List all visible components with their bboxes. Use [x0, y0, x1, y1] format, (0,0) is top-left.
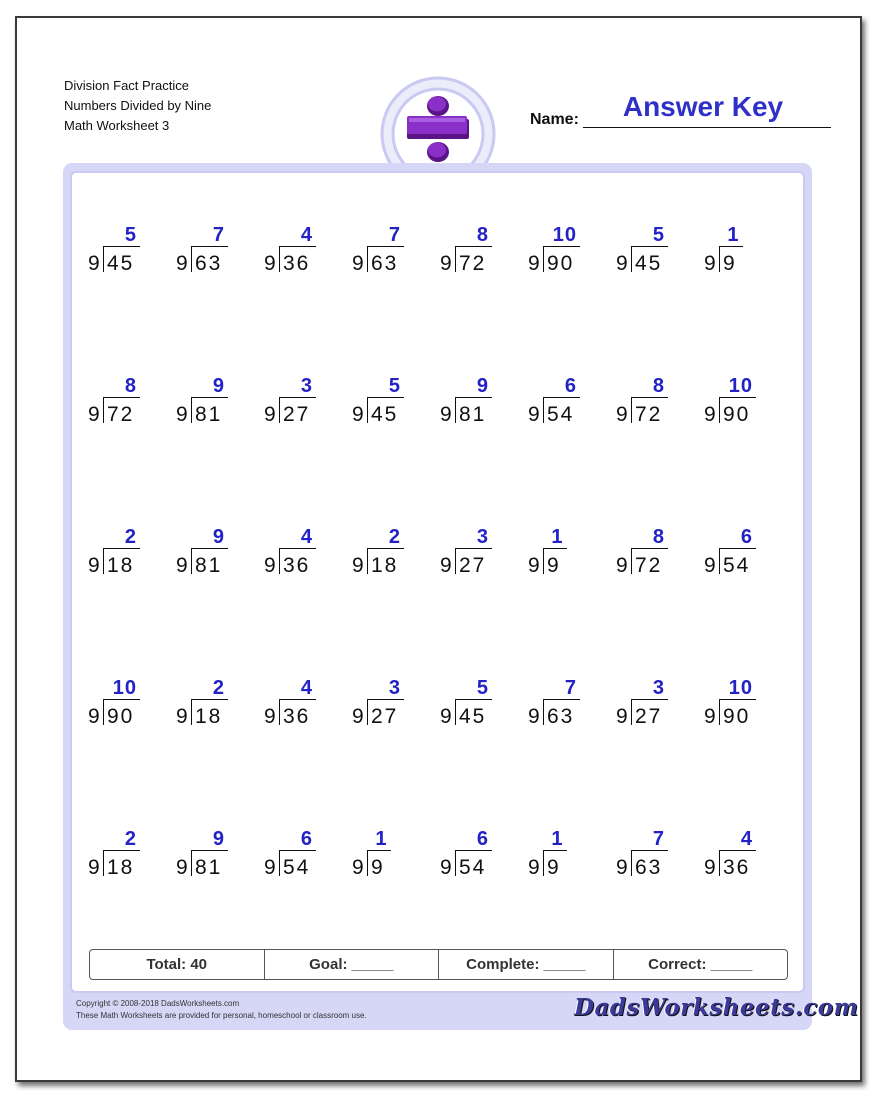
division-bracket [455, 548, 456, 574]
division-bracket [103, 548, 104, 574]
dividend: 27 [635, 705, 663, 728]
quotient-answer: 1 [727, 224, 740, 246]
divisor: 9 [88, 252, 101, 275]
divisor: 9 [264, 554, 277, 577]
quotient-answer: 1 [551, 828, 564, 850]
dividend: 72 [107, 403, 135, 426]
division-problem [440, 224, 520, 284]
division-problem [528, 526, 608, 586]
dividend: 54 [459, 856, 487, 879]
division-bar [543, 850, 567, 851]
division-bar [279, 397, 316, 398]
division-bar [455, 850, 492, 851]
division-bracket [719, 850, 720, 876]
divisor: 9 [264, 856, 277, 879]
division-bracket [103, 699, 104, 725]
dividend: 72 [635, 554, 663, 577]
quotient-answer: 2 [212, 677, 225, 699]
header-line-worksheet-number: Math Worksheet 3 [64, 118, 170, 133]
division-bracket [191, 699, 192, 725]
quotient-answer: 5 [476, 677, 489, 699]
score-table [89, 949, 788, 980]
dividend: 27 [371, 705, 399, 728]
division-bracket [719, 699, 720, 725]
quotient-answer: 8 [652, 526, 665, 548]
division-bar [191, 850, 228, 851]
division-problem [176, 526, 256, 586]
division-bar [279, 548, 316, 549]
dividend: 90 [723, 403, 751, 426]
dividend: 45 [371, 403, 399, 426]
dividend: 90 [107, 705, 135, 728]
problem-frame [63, 163, 812, 1030]
quotient-answer: 3 [652, 677, 665, 699]
dividend: 81 [195, 554, 223, 577]
quotient-answer: 6 [740, 526, 753, 548]
quotient-answer: 6 [300, 828, 313, 850]
quotient-answer: 7 [388, 224, 401, 246]
quotient-answer: 1 [551, 526, 564, 548]
division-problem [616, 526, 696, 586]
division-bracket [279, 397, 280, 423]
division-problem [528, 828, 608, 888]
divisor: 9 [352, 252, 365, 275]
divisor: 9 [704, 856, 717, 879]
division-problem [176, 224, 256, 284]
dividend: 72 [635, 403, 663, 426]
brand-logo: DadsWorksheets.com [574, 994, 859, 1021]
divisor: 9 [704, 554, 717, 577]
quotient-answer: 8 [476, 224, 489, 246]
quotient-answer: 2 [388, 526, 401, 548]
division-bar [367, 548, 404, 549]
division-problem [704, 375, 784, 435]
dividend: 54 [283, 856, 311, 879]
division-bracket [631, 246, 632, 272]
divisor: 9 [88, 856, 101, 879]
divisor: 9 [88, 554, 101, 577]
division-bracket [279, 699, 280, 725]
division-problem [176, 677, 256, 737]
division-bracket [631, 397, 632, 423]
divisor: 9 [616, 554, 629, 577]
division-problem [616, 677, 696, 737]
division-problem [528, 375, 608, 435]
division-bracket [719, 246, 720, 272]
division-bar [455, 397, 492, 398]
division-problem [352, 375, 432, 435]
quotient-answer: 4 [740, 828, 753, 850]
division-problem [176, 828, 256, 888]
quotient-answer: 9 [476, 375, 489, 397]
division-bracket [543, 246, 544, 272]
divisor: 9 [704, 705, 717, 728]
copyright-text: Copyright © 2008-2018 DadsWorksheets.com [76, 999, 240, 1008]
division-bracket [191, 548, 192, 574]
division-problem [440, 828, 520, 888]
division-bracket [367, 397, 368, 423]
divisor: 9 [704, 252, 717, 275]
divisor: 9 [440, 856, 453, 879]
division-bracket [543, 548, 544, 574]
divisor: 9 [176, 856, 189, 879]
division-problem [264, 224, 344, 284]
division-problem [440, 526, 520, 586]
dividend: 63 [635, 856, 663, 879]
dividend: 45 [107, 252, 135, 275]
division-bracket [543, 699, 544, 725]
quotient-answer: 10 [552, 224, 577, 246]
division-bracket [631, 850, 632, 876]
division-bar [631, 397, 668, 398]
division-bar [367, 850, 391, 851]
division-bar [543, 699, 580, 700]
quotient-answer: 5 [652, 224, 665, 246]
division-bracket [103, 397, 104, 423]
division-bar [631, 699, 668, 700]
division-bar [631, 850, 668, 851]
division-bar [103, 699, 140, 700]
quotient-answer: 6 [476, 828, 489, 850]
quotient-answer: 4 [300, 677, 313, 699]
division-problem [88, 677, 168, 737]
name-line [583, 127, 831, 128]
divisor: 9 [528, 554, 541, 577]
dividend: 63 [371, 252, 399, 275]
division-problem [88, 375, 168, 435]
divisor: 9 [440, 403, 453, 426]
quotient-answer: 8 [124, 375, 137, 397]
divisor: 9 [616, 705, 629, 728]
score-goal: Goal: _____ [265, 950, 440, 979]
quotient-answer: 2 [124, 828, 137, 850]
dividend: 18 [107, 554, 135, 577]
division-bar [455, 699, 492, 700]
score-total: Total: 40 [90, 950, 265, 979]
dividend: 54 [723, 554, 751, 577]
dividend: 90 [723, 705, 751, 728]
dividend: 18 [195, 705, 223, 728]
divisor: 9 [616, 403, 629, 426]
division-bracket [103, 850, 104, 876]
dividend: 36 [283, 554, 311, 577]
divisor: 9 [704, 403, 717, 426]
division-bracket [719, 548, 720, 574]
dividend: 72 [459, 252, 487, 275]
dividend: 18 [107, 856, 135, 879]
division-bar [279, 850, 316, 851]
dividend: 9 [547, 856, 561, 879]
dividend: 9 [371, 856, 385, 879]
divisor: 9 [264, 403, 277, 426]
division-problem [704, 677, 784, 737]
divisor: 9 [440, 252, 453, 275]
division-bracket [719, 397, 720, 423]
division-bar [103, 397, 140, 398]
division-bracket [455, 699, 456, 725]
divisor: 9 [528, 705, 541, 728]
division-bar [191, 548, 228, 549]
division-bar [191, 397, 228, 398]
usage-notice: These Math Worksheets are provided for personal, homeschool or classroom use. [76, 1011, 367, 1020]
division-problem [264, 526, 344, 586]
quotient-answer: 9 [212, 828, 225, 850]
division-bracket [279, 850, 280, 876]
quotient-answer: 8 [652, 375, 665, 397]
dividend: 63 [195, 252, 223, 275]
division-bar [455, 548, 492, 549]
division-problem [528, 677, 608, 737]
dividend: 45 [459, 705, 487, 728]
division-problem [352, 677, 432, 737]
quotient-answer: 2 [124, 526, 137, 548]
division-problem [264, 677, 344, 737]
quotient-answer: 6 [564, 375, 577, 397]
division-bar [367, 397, 404, 398]
dividend: 9 [547, 554, 561, 577]
division-problem [440, 677, 520, 737]
division-problem [176, 375, 256, 435]
quotient-answer: 4 [300, 526, 313, 548]
score-complete: Complete: _____ [439, 950, 614, 979]
division-bracket [367, 699, 368, 725]
quotient-answer: 7 [652, 828, 665, 850]
division-bracket [543, 397, 544, 423]
dividend: 36 [283, 705, 311, 728]
divisor: 9 [176, 252, 189, 275]
divisor: 9 [440, 705, 453, 728]
name-label: Name: [530, 111, 579, 128]
division-bar [367, 699, 404, 700]
quotient-answer: 10 [728, 375, 753, 397]
division-problem [440, 375, 520, 435]
divisor: 9 [616, 252, 629, 275]
division-bar [103, 246, 140, 247]
dividend: 9 [723, 252, 737, 275]
dividend: 63 [547, 705, 575, 728]
quotient-answer: 7 [212, 224, 225, 246]
division-bar [719, 850, 756, 851]
quotient-answer: 9 [212, 375, 225, 397]
divisor: 9 [352, 403, 365, 426]
division-bar [191, 246, 228, 247]
divisor: 9 [352, 705, 365, 728]
division-bracket [543, 850, 544, 876]
divisor: 9 [176, 705, 189, 728]
dividend: 54 [547, 403, 575, 426]
division-bar [719, 397, 756, 398]
division-bracket [631, 548, 632, 574]
division-bar [631, 246, 668, 247]
division-bar [543, 246, 580, 247]
divisor: 9 [352, 856, 365, 879]
dividend: 18 [371, 554, 399, 577]
dividend: 45 [635, 252, 663, 275]
divisor: 9 [264, 252, 277, 275]
division-problem [528, 224, 608, 284]
dividend: 90 [547, 252, 575, 275]
divisor: 9 [528, 252, 541, 275]
score-correct: Correct: _____ [648, 956, 753, 973]
quotient-answer: 3 [388, 677, 401, 699]
division-bar [103, 548, 140, 549]
division-bracket [191, 246, 192, 272]
divisor: 9 [176, 403, 189, 426]
division-problem [616, 224, 696, 284]
division-bracket [631, 699, 632, 725]
division-bracket [455, 850, 456, 876]
division-bar [279, 246, 316, 247]
footer-copyright [76, 998, 367, 1022]
dividend: 81 [195, 856, 223, 879]
division-problem [352, 828, 432, 888]
divisor: 9 [176, 554, 189, 577]
quotient-answer: 9 [212, 526, 225, 548]
division-bar [103, 850, 140, 851]
dividend: 27 [459, 554, 487, 577]
division-bracket [279, 548, 280, 574]
divisor: 9 [264, 705, 277, 728]
divisor: 9 [440, 554, 453, 577]
division-problem [88, 828, 168, 888]
division-bracket [191, 850, 192, 876]
division-problem [704, 828, 784, 888]
quotient-answer: 3 [476, 526, 489, 548]
answer-key-title: Answer Key [622, 91, 784, 122]
division-bar [719, 548, 756, 549]
quotient-answer: 4 [300, 224, 313, 246]
division-bar [191, 699, 228, 700]
divisor: 9 [528, 403, 541, 426]
division-problem [616, 375, 696, 435]
divisor: 9 [616, 856, 629, 879]
quotient-answer: 10 [112, 677, 137, 699]
division-bar [279, 699, 316, 700]
division-bar [719, 246, 743, 247]
division-problem [88, 526, 168, 586]
division-bracket [455, 246, 456, 272]
quotient-answer: 5 [388, 375, 401, 397]
division-bracket [455, 397, 456, 423]
quotient-answer: 7 [564, 677, 577, 699]
division-bar [631, 548, 668, 549]
quotient-answer: 1 [375, 828, 388, 850]
division-bar [719, 699, 756, 700]
divisor: 9 [352, 554, 365, 577]
header-line-subtitle: Numbers Divided by Nine [64, 98, 212, 113]
division-problem [616, 828, 696, 888]
division-bracket [279, 246, 280, 272]
division-problem [704, 526, 784, 586]
division-bracket [367, 548, 368, 574]
dividend: 36 [723, 856, 751, 879]
quotient-answer: 3 [300, 375, 313, 397]
header-line-title: Division Fact Practice [64, 78, 189, 93]
division-problem [704, 224, 784, 284]
division-problem [352, 224, 432, 284]
divisor: 9 [528, 856, 541, 879]
quotient-answer: 5 [124, 224, 137, 246]
worksheet-header-info [64, 76, 211, 136]
division-bracket [103, 246, 104, 272]
division-problem [88, 224, 168, 284]
division-problem [264, 828, 344, 888]
division-problem [352, 526, 432, 586]
quotient-answer: 10 [728, 677, 753, 699]
dividend: 81 [195, 403, 223, 426]
divisor: 9 [88, 403, 101, 426]
dividend: 27 [283, 403, 311, 426]
division-problem [264, 375, 344, 435]
dividend: 36 [283, 252, 311, 275]
dividend: 81 [459, 403, 487, 426]
division-bar [455, 246, 492, 247]
division-bracket [367, 850, 368, 876]
division-bracket [367, 246, 368, 272]
division-bar [367, 246, 404, 247]
divisor: 9 [88, 705, 101, 728]
division-bar [543, 548, 567, 549]
division-bracket [191, 397, 192, 423]
division-bar [543, 397, 580, 398]
